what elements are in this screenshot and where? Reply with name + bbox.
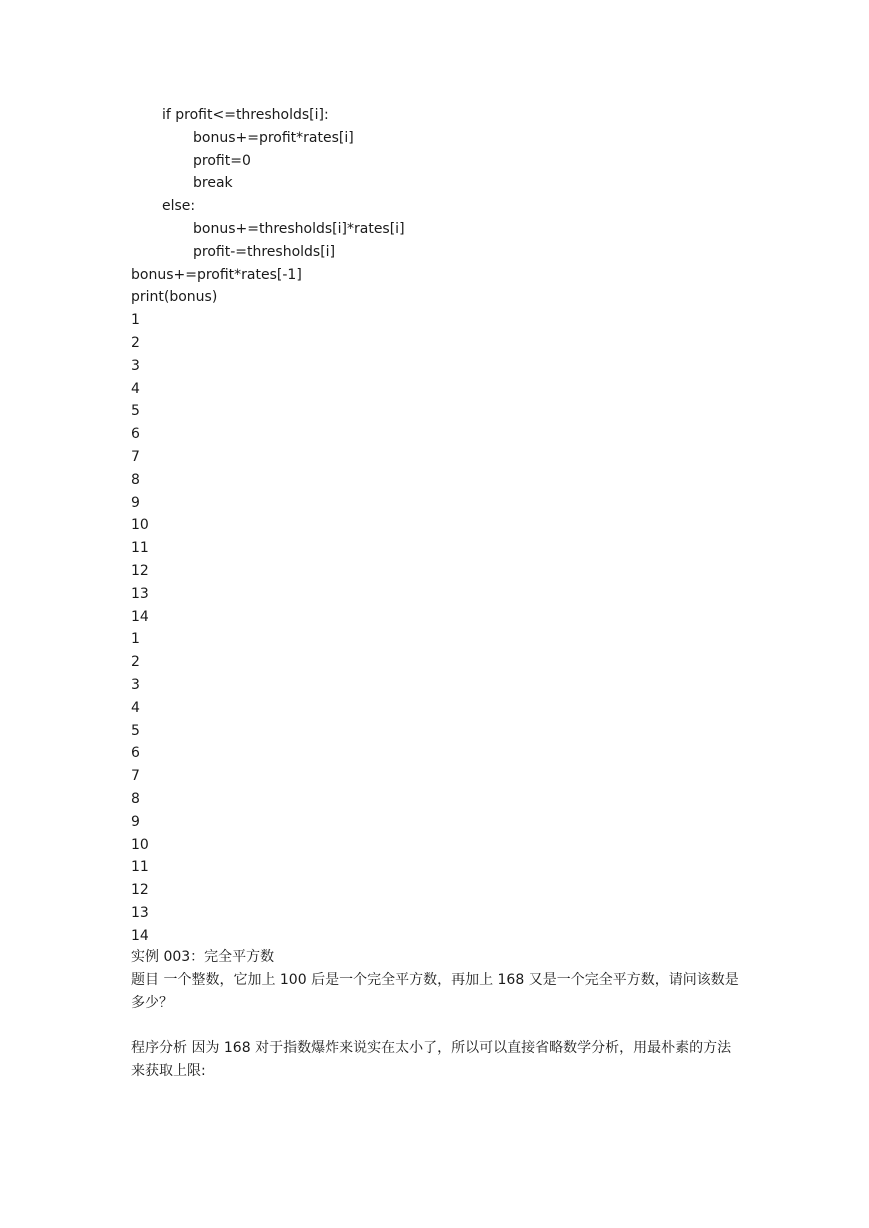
line-number: 8 xyxy=(131,790,140,807)
code-line: bonus+=profit*rates[-1] xyxy=(131,266,302,283)
line-number: 12 xyxy=(131,882,149,899)
code-line: print(bonus) xyxy=(131,289,218,306)
code-block xyxy=(131,104,751,947)
line-number: 14 xyxy=(131,927,149,944)
line-number: 9 xyxy=(131,813,140,830)
line-number: 13 xyxy=(131,904,149,921)
line-number: 1 xyxy=(131,312,140,329)
line-number: 11 xyxy=(131,540,149,557)
line-number: 5 xyxy=(131,722,140,739)
line-number: 10 xyxy=(131,517,149,534)
line-number: 1 xyxy=(131,631,140,648)
code-line: bonus+=profit*rates[i] xyxy=(193,129,354,146)
line-number: 10 xyxy=(131,836,149,853)
line-number: 14 xyxy=(131,608,149,625)
line-number: 7 xyxy=(131,768,140,785)
line-number: 4 xyxy=(131,380,140,397)
line-number: 5 xyxy=(131,403,140,420)
line-number: 13 xyxy=(131,585,149,602)
code-line: break xyxy=(193,175,233,192)
example-heading-text: 实例 003：完全平方数 xyxy=(131,949,275,965)
line-number: 3 xyxy=(131,676,140,693)
analysis-text: 程序分析 因为 168 对于指数爆炸来说实在太小了，所以可以直接省略数学分析，用最朴素的方法来获取上限: xyxy=(131,1040,732,1079)
code-line: profit=0 xyxy=(193,152,251,169)
line-number: 2 xyxy=(131,654,140,671)
code-line: else: xyxy=(162,198,196,215)
analysis-paragraph xyxy=(131,1037,741,1083)
line-number: 12 xyxy=(131,562,149,579)
line-number: 6 xyxy=(131,745,140,762)
line-number: 9 xyxy=(131,494,140,511)
question-text: 题目 一个整数，它加上 100 后是一个完全平方数，再加上 168 又是一个完全平方数，请问该数是多少？ xyxy=(131,972,739,1011)
code-line: profit-=thresholds[i] xyxy=(193,243,336,260)
question-paragraph xyxy=(131,969,741,1015)
line-number: 8 xyxy=(131,471,140,488)
line-number: 4 xyxy=(131,699,140,716)
example-heading xyxy=(131,946,741,969)
line-number: 7 xyxy=(131,448,140,465)
line-number: 6 xyxy=(131,426,140,443)
code-line: if profit<=thresholds[i]: xyxy=(162,107,329,123)
line-number: 2 xyxy=(131,334,140,351)
code-line: bonus+=thresholds[i]*rates[i] xyxy=(193,220,405,237)
line-number: 11 xyxy=(131,859,149,876)
line-number: 3 xyxy=(131,357,140,374)
